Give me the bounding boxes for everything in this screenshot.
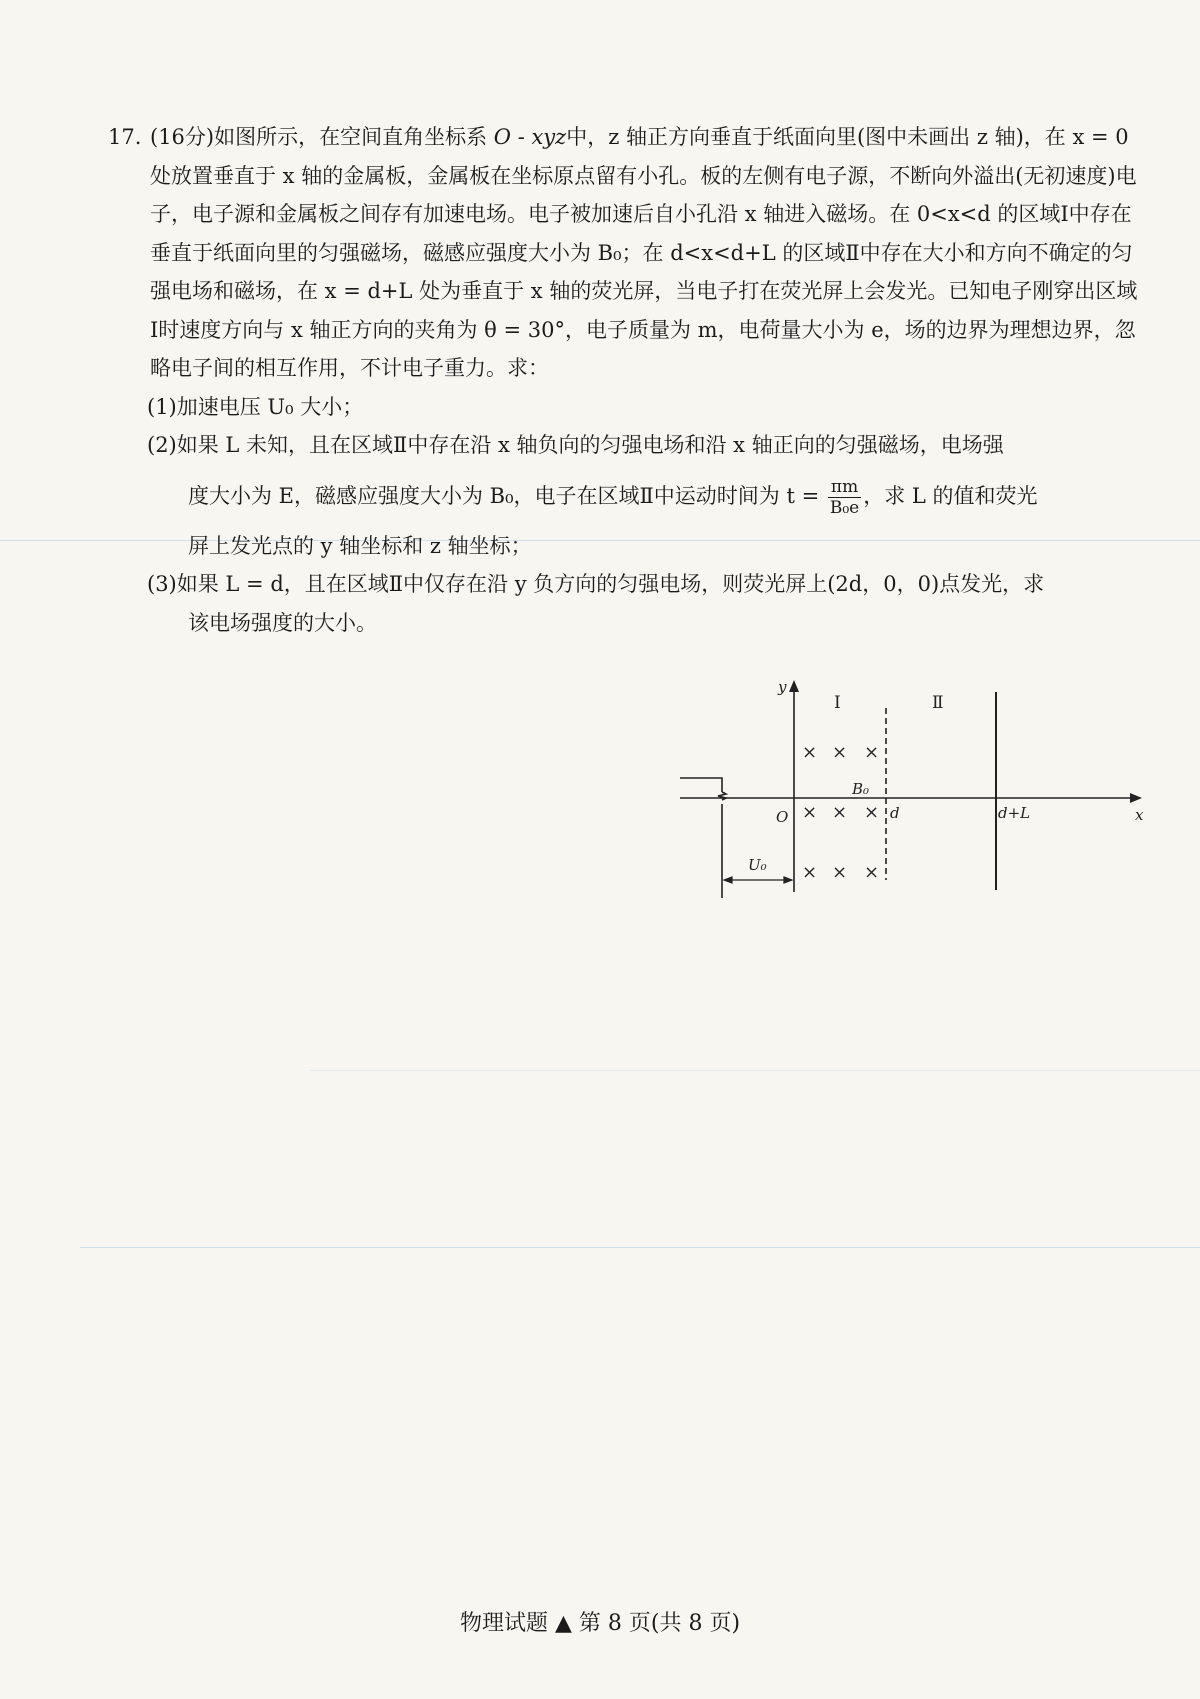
time-fraction: $\frac{\pi m}{\text{B₀e}}$ bbox=[829, 476, 860, 518]
question-number: 17. bbox=[108, 125, 142, 149]
b-field-cross: × bbox=[832, 802, 848, 823]
b-field-cross: × bbox=[864, 802, 880, 823]
page-footer bbox=[0, 1606, 1200, 1637]
part-1: (1)加速电压 U₀ 大小； bbox=[147, 394, 364, 419]
triangle-icon: ▲ bbox=[554, 1611, 572, 1636]
scan-line bbox=[80, 1247, 1200, 1248]
electron-source bbox=[680, 778, 722, 792]
b-field-cross: × bbox=[802, 862, 818, 883]
b-field-cross: × bbox=[802, 802, 818, 823]
coord-system: O - xyz bbox=[493, 125, 567, 149]
part-2: (2)如果 L 未知，且在区域Ⅱ中存在沿 x 轴负向的匀强电场和沿 x 轴正向的匀强磁场，电场强 度大小为 E，磁感应强度大小为 B₀，电子在区域Ⅱ中运动时间为 t = $\frac{\pi m}{\text{B₀e}}$ ，求 L 的值和荧光 屏上发光点的 y 轴坐标和 z 轴坐标； bbox=[147, 433, 1038, 558]
footer-page-number: 第 8 页(共 8 页) bbox=[578, 1611, 741, 1636]
footer-subject: 物理试题 bbox=[459, 1611, 548, 1636]
b-field-cross: × bbox=[864, 742, 880, 763]
b-field-cross: × bbox=[832, 862, 848, 883]
x-label: x bbox=[1135, 806, 1144, 824]
question-17 bbox=[108, 118, 1142, 642]
stem-text: z 轴正方向垂直于纸面向里(图中未画出 z 轴)，在 x = 0 处放置垂直于 x 轴的金属板，金属板在坐标原点留有小孔。板的左侧有电子源，不断向外溢出(无初速度)电子，电子源和金属板之间存有加速电场。电子被加速后自小孔沿 x 轴进入磁场。在 0<x<d 的区域Ⅰ中存在垂直于纸面向里的匀强磁场，磁感应强度大小为 B₀；在 d<x<d+L 的区域Ⅱ中存在大小和方向不确定的匀强电场和磁场，在 x = d+L 处为垂直于 x 轴的荧光屏，当电子打在荧光屏上会发光。已知电子刚穿出区域Ⅰ时速度方向与 x 轴正方向的夹角为 θ = 30°，电子质量为 m，电荷量大小为 e，场的边界为理想边界，忽略电子间的相互作用，不计电子重力。求： bbox=[150, 125, 1138, 380]
y-label: y bbox=[778, 680, 787, 696]
b-field-cross: × bbox=[864, 862, 880, 883]
stem-text: 如图所示，在空间直角坐标系 bbox=[214, 125, 488, 149]
question-stem bbox=[108, 118, 1142, 388]
field-diagram bbox=[680, 680, 1150, 920]
b-field-cross: × bbox=[832, 742, 848, 763]
y-axis-arrow bbox=[789, 680, 799, 692]
voltage-arrow bbox=[784, 877, 792, 883]
dl-label: d+L bbox=[998, 804, 1031, 822]
stem-text: 中， bbox=[566, 125, 609, 149]
region1-label: Ⅰ bbox=[834, 693, 841, 713]
region2-label: Ⅱ bbox=[932, 693, 944, 713]
origin-label: O bbox=[776, 808, 789, 826]
question-score: (16分) bbox=[150, 125, 215, 149]
d-label: d bbox=[890, 804, 900, 822]
b-label: B₀ bbox=[852, 780, 870, 798]
x-axis-arrow bbox=[1130, 793, 1142, 803]
b-field-cross: × bbox=[802, 742, 818, 763]
part-3: (3)如果 L = d，且在区域Ⅱ中仅存在沿 y 负方向的匀强电场，则荧光屏上(2d，0，0)点发光，求 该电场强度的大小。 bbox=[147, 572, 1045, 635]
voltage-arrow bbox=[724, 877, 732, 883]
scan-line bbox=[310, 1070, 1200, 1071]
u-label: U₀ bbox=[748, 856, 767, 874]
